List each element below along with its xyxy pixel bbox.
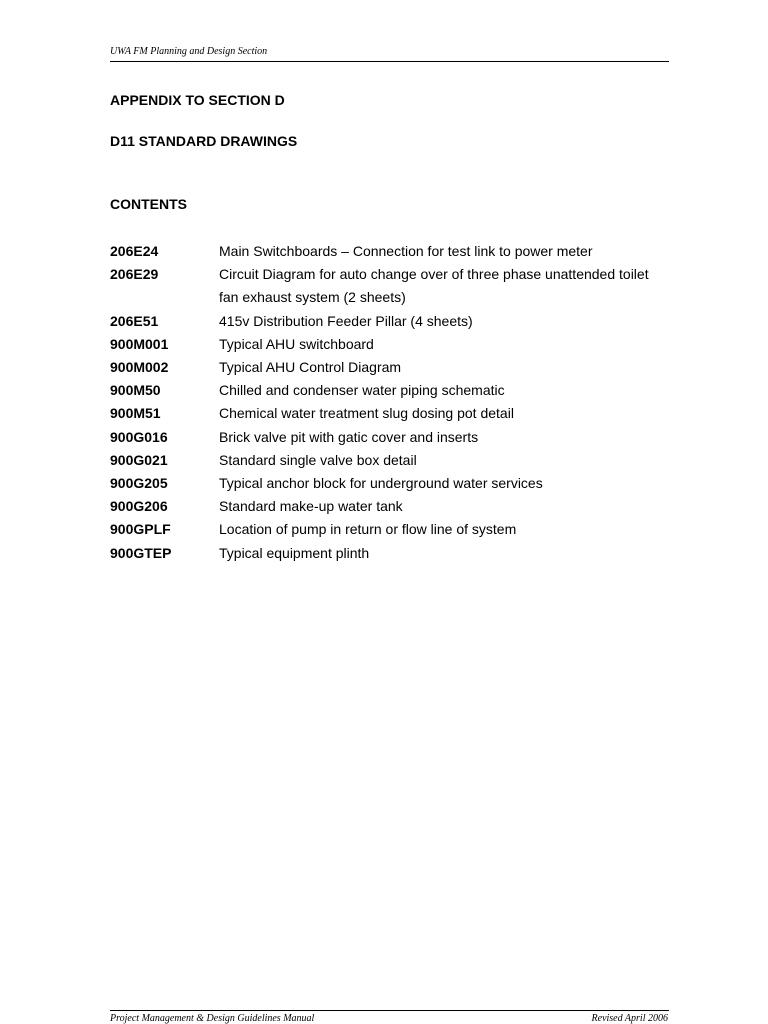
contents-item (110, 518, 670, 541)
drawing-code: 206E24 (110, 243, 159, 259)
contents-item (110, 356, 670, 379)
header-rule (110, 61, 669, 62)
running-header: UWA FM Planning and Design Section (110, 46, 268, 57)
drawing-code: 900G016 (110, 428, 168, 445)
drawing-title: Typical AHU switchboard (219, 335, 374, 352)
contents-item (110, 240, 670, 263)
section-heading: D11 STANDARD DRAWINGS (110, 133, 298, 149)
drawing-code: 900GTEP (110, 544, 172, 561)
drawing-code: 900GPLF (110, 521, 171, 538)
contents-item (110, 449, 670, 472)
contents-heading: CONTENTS (110, 196, 187, 212)
contents-list (110, 240, 670, 565)
contents-item (110, 402, 670, 425)
drawing-title: Location of pump in return or flow line of system (219, 521, 517, 538)
contents-item (110, 333, 670, 356)
drawing-title: Typical AHU Control Diagram (219, 359, 402, 376)
drawing-code: 900M51 (110, 405, 161, 422)
footer-rule (110, 1010, 669, 1011)
drawing-title: Circuit Diagram for auto change over of three phase unattended toilet fan exhaust system (2 sheets) (219, 266, 649, 306)
drawing-title: Chilled and condenser water piping schematic (219, 382, 505, 399)
drawing-title: 415v Distribution Feeder Pillar (4 sheets) (219, 312, 473, 329)
appendix-heading: APPENDIX TO SECTION D (110, 92, 285, 108)
contents-item (110, 542, 670, 565)
contents-item (110, 263, 670, 309)
contents-item (110, 426, 670, 449)
contents-item (110, 379, 670, 402)
contents-item (110, 310, 670, 333)
drawing-code: 206E29 (110, 266, 159, 283)
drawing-title: Main Switchboards – Connection for test link to power meter (219, 243, 593, 259)
drawing-code: 900G206 (110, 498, 168, 515)
contents-item (110, 472, 670, 495)
drawing-code: 206E51 (110, 312, 159, 329)
drawing-title: Chemical water treatment slug dosing pot detail (219, 405, 514, 422)
drawing-code: 900G021 (110, 451, 168, 468)
drawing-code: 900M002 (110, 359, 169, 376)
drawing-title: Standard make-up water tank (219, 498, 403, 515)
drawing-title: Brick valve pit with gatic cover and inserts (219, 428, 479, 445)
drawing-title: Standard single valve box detail (219, 451, 417, 468)
drawing-code: 900M50 (110, 382, 161, 399)
drawing-code: 900G205 (110, 475, 168, 492)
footer-revision-date: Revised April 2006 (591, 1013, 668, 1024)
footer-manual-title: Project Management & Design Guidelines Manual (110, 1013, 315, 1024)
drawing-title: Typical anchor block for underground water services (219, 475, 543, 492)
drawing-code: 900M001 (110, 335, 169, 352)
contents-item (110, 495, 670, 518)
drawing-title: Typical equipment plinth (219, 544, 370, 561)
